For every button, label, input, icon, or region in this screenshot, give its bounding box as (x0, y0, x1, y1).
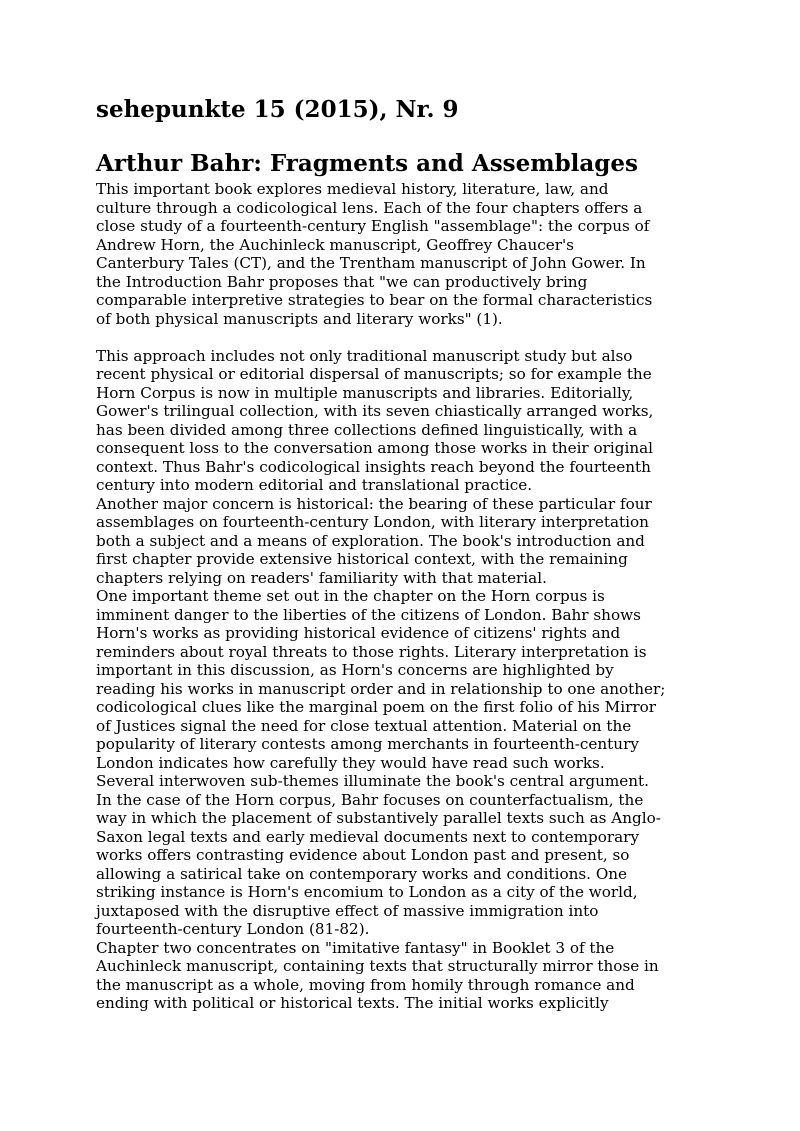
text-line: Chapter two concentrates on "imitative fantasy" in Booklet 3 of the (96, 938, 615, 957)
text-line: fourteenth-century London (81-82). (96, 920, 370, 938)
text-line: This approach includes not only traditional manuscript study but also (96, 346, 633, 365)
review-title: Arthur Bahr: Fragments and Assemblages (96, 150, 638, 177)
text-line: close study of a fourteenth-century English "assemblage": the corpus of (96, 217, 650, 235)
text-line: culture through a codicological lens. Each of the four chapters offers a (96, 198, 643, 217)
text-line: Several interwoven sub-themes illuminate the book's central argument. (96, 772, 649, 790)
text-line: One important theme set out in the chapter on the Horn corpus is (96, 587, 605, 605)
text-line: works offers contrasting evidence about London past and present, so (96, 846, 630, 864)
text-line: context. Thus Bahr's codicological insights reach beyond the fourteenth (96, 457, 651, 476)
text-line: allowing a satirical take on contemporary works and conditions. One (96, 864, 628, 883)
text-line: both a subject and a means of exploration. The book's introduction and (96, 531, 645, 550)
text-line: Horn Corpus is now in multiple manuscripts and libraries. Editorially, (96, 383, 634, 402)
text-line: important in this discussion, as Horn's concerns are highlighted by (96, 661, 614, 679)
text-line: first chapter provide extensive historical context, with the remaining (96, 550, 628, 568)
text-line: reading his works in manuscript order and in relationship to one another; (96, 679, 666, 698)
text-line: Canterbury Tales (CT), and the Trentham manuscript of John Gower. In (96, 254, 646, 272)
text-line: assemblages on fourteenth-century London, with literary interpretation (96, 513, 649, 531)
review-body (96, 180, 726, 1013)
text-line: consequent loss to the conversation among those works in their original (96, 439, 654, 457)
text-line: Saxon legal texts and early medieval documents next to contemporary (96, 827, 640, 846)
text-line: In the case of the Horn corpus, Bahr focuses on counterfactualism, the (96, 790, 644, 809)
text-line: Another major concern is historical: the bearing of these particular four (96, 494, 652, 513)
text-line: juxtaposed with the disruptive effect of massive immigration into (96, 901, 599, 920)
text-line: the Introduction Bahr proposes that "we can productively bring (96, 272, 588, 291)
text-line: the manuscript as a whole, moving from homily through romance and (96, 975, 635, 994)
text-line: popularity of literary contests among merchants in fourteenth-century (96, 735, 639, 753)
text-line: Horn's works as providing historical evidence of citizens' rights and (96, 624, 621, 642)
text-line: striking instance is Horn's encomium to London as a city of the world, (96, 883, 638, 901)
paragraph-gap (96, 328, 726, 347)
text-line: Andrew Horn, the Auchinleck manuscript, Geoffrey Chaucer's (96, 235, 574, 254)
text-line: imminent danger to the liberties of the citizens of London. Bahr shows (96, 605, 641, 624)
text-line: comparable interpretive strategies to bear on the formal characteristics (96, 291, 653, 309)
text-line: Gower's trilingual collection, with its seven chiastically arranged works, (96, 402, 654, 420)
text-line: reminders about royal threats to those rights. Literary interpretation is (96, 642, 647, 661)
text-line: codicological clues like the marginal poem on the first folio of his Mirror (96, 698, 656, 716)
text-line: This important book explores medieval history, literature, law, and (96, 180, 609, 198)
text-line: way in which the placement of substantively parallel texts such as Anglo- (96, 809, 661, 827)
text-line: Auchinleck manuscript, containing texts that structurally mirror those in (96, 957, 659, 975)
text-line: chapters relying on readers' familiarity with that material. (96, 568, 547, 587)
text-line: recent physical or editorial dispersal of manuscripts; so for example the (96, 365, 652, 383)
document-page (96, 94, 726, 1013)
text-line: of both physical manuscripts and literary works" (1). (96, 309, 503, 328)
text-line: ending with political or historical texts. The initial works explicitly (96, 994, 609, 1012)
text-line: century into modern editorial and translational practice. (96, 476, 533, 494)
text-line: of Justices signal the need for close textual attention. Material on the (96, 716, 632, 735)
text-line: has been divided among three collections defined linguistically, with a (96, 420, 638, 439)
journal-citation: sehepunkte 15 (2015), Nr. 9 (96, 96, 459, 123)
text-line: London indicates how carefully they would have read such works. (96, 753, 605, 772)
